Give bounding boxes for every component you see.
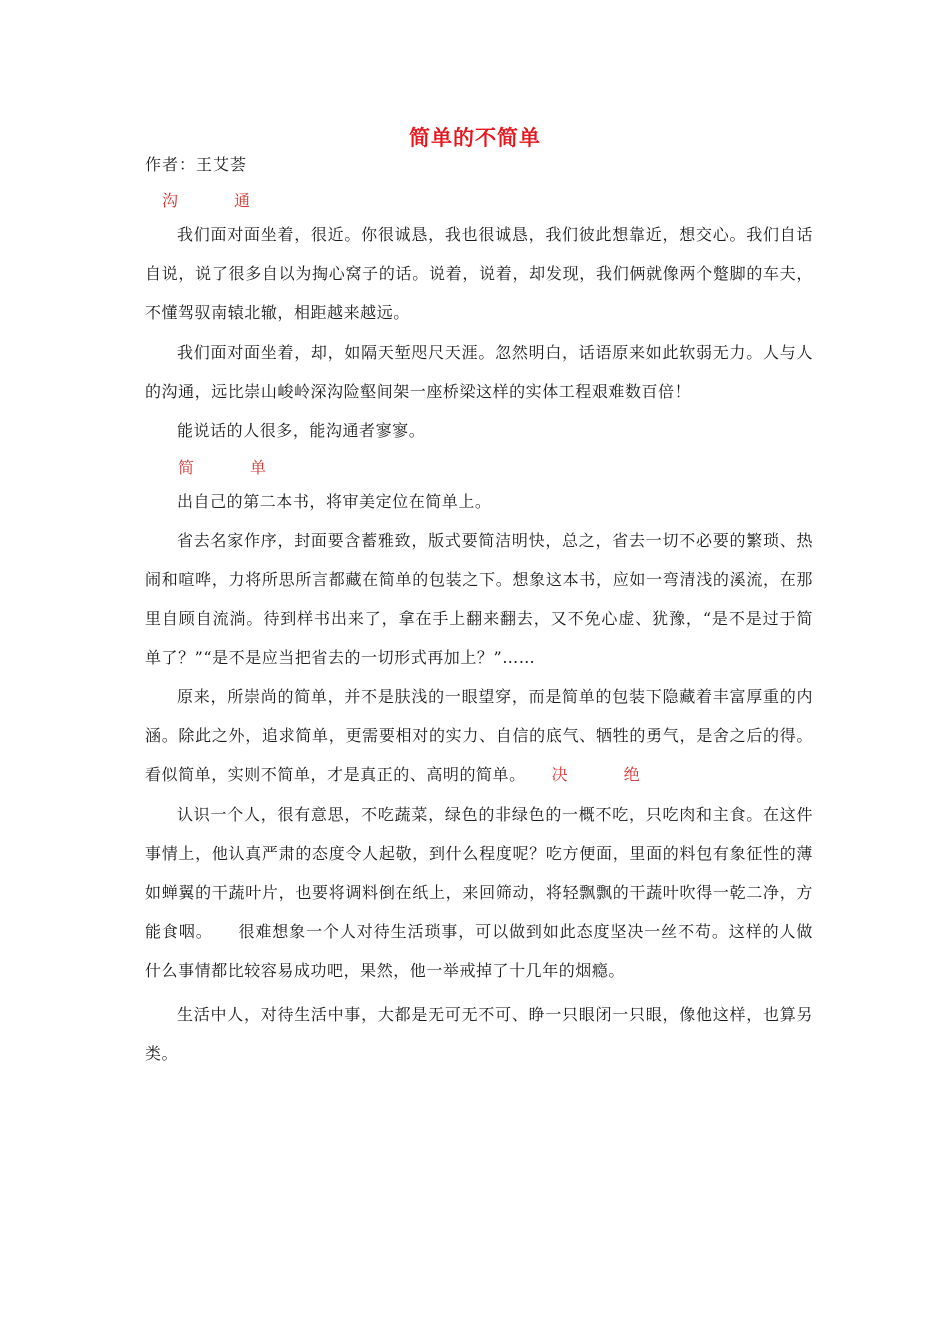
paragraph: 出自己的第二本书，将审美定位在简单上。 <box>177 492 492 511</box>
paragraph: 能说话的人很多，能沟通者寥寥。 <box>177 421 426 440</box>
paragraph: 认识一个人，很有意思，不吃蔬菜，绿色的非绿色的一概不吃，只吃肉和主食。在这件事情上，他认真严肃的态度令人起敬，到什么程度呢？吃方便面，里面的料包有象征性的薄如蝉翼的干蔬叶片，也要将调料倒在纸上，来回筛动，将轻飘飘的干蔬叶吹得一乾二净，方能食咽。 很难想象一个人对待生活琐事，可以做到如此态度坚决一丝不苟。这样的人做什么事情都比较容易成功吧，果然，他一举戒掉了十几年的烟瘾。 <box>145 805 813 980</box>
paragraph <box>145 677 813 794</box>
section-heading-resolve: 决 绝 <box>551 765 660 784</box>
section-heading-communication: 沟 通 <box>162 191 271 210</box>
author-line: 作者：王艾荟 <box>145 155 248 174</box>
paragraph: 我们面对面坐着，很近。你很诚恳，我也很诚恳，我们彼此想靠近，想交心。我们自话自说，说了很多自以为掏心窝子的话。说着，说着，却发现，我们俩就像两个蹩脚的车夫，不懂驾驭南辕北辙，相距越来越远。 <box>145 225 813 322</box>
paragraph: 我们面对面坐着，却，如隔天堑咫尺天涯。忽然明白，话语原来如此软弱无力。人与人的沟通，远比崇山峻岭深沟险壑间架一座桥梁这样的实体工程艰难数百倍！ <box>145 343 813 401</box>
paragraph-text: 原来，所崇尚的简单，并不是肤浅的一眼望穿，而是简单的包装下隐藏着丰富厚重的内涵。除此之外，追求简单，更需要相对的实力、自信的底气、牺牲的勇气，是舍之后的得。看似简单，实则不简单，才是真正的、高明的简单。 <box>145 687 813 784</box>
section-heading-simplicity: 简 单 <box>178 458 287 477</box>
paragraph: 省去名家作序，封面要含蓄雅致，版式要简洁明快，总之，省去一切不必要的繁琐、热闹和喧哗，力将所思所言都藏在简单的包装之下。想象这本书，应如一弯清浅的溪流，在那里自顾自流淌。待到样书出来了，拿在手上翻来翻去，又不免心虚、犹豫，“是不是过于简单了？”“是不是应当把省去的一切形式再加上？”…… <box>145 531 813 667</box>
paragraph: 生活中人，对待生活中事，大都是无可无不可、睁一只眼闭一只眼，像他这样，也算另类。 <box>145 1005 813 1063</box>
document-title: 简单的不简单 <box>409 125 541 150</box>
